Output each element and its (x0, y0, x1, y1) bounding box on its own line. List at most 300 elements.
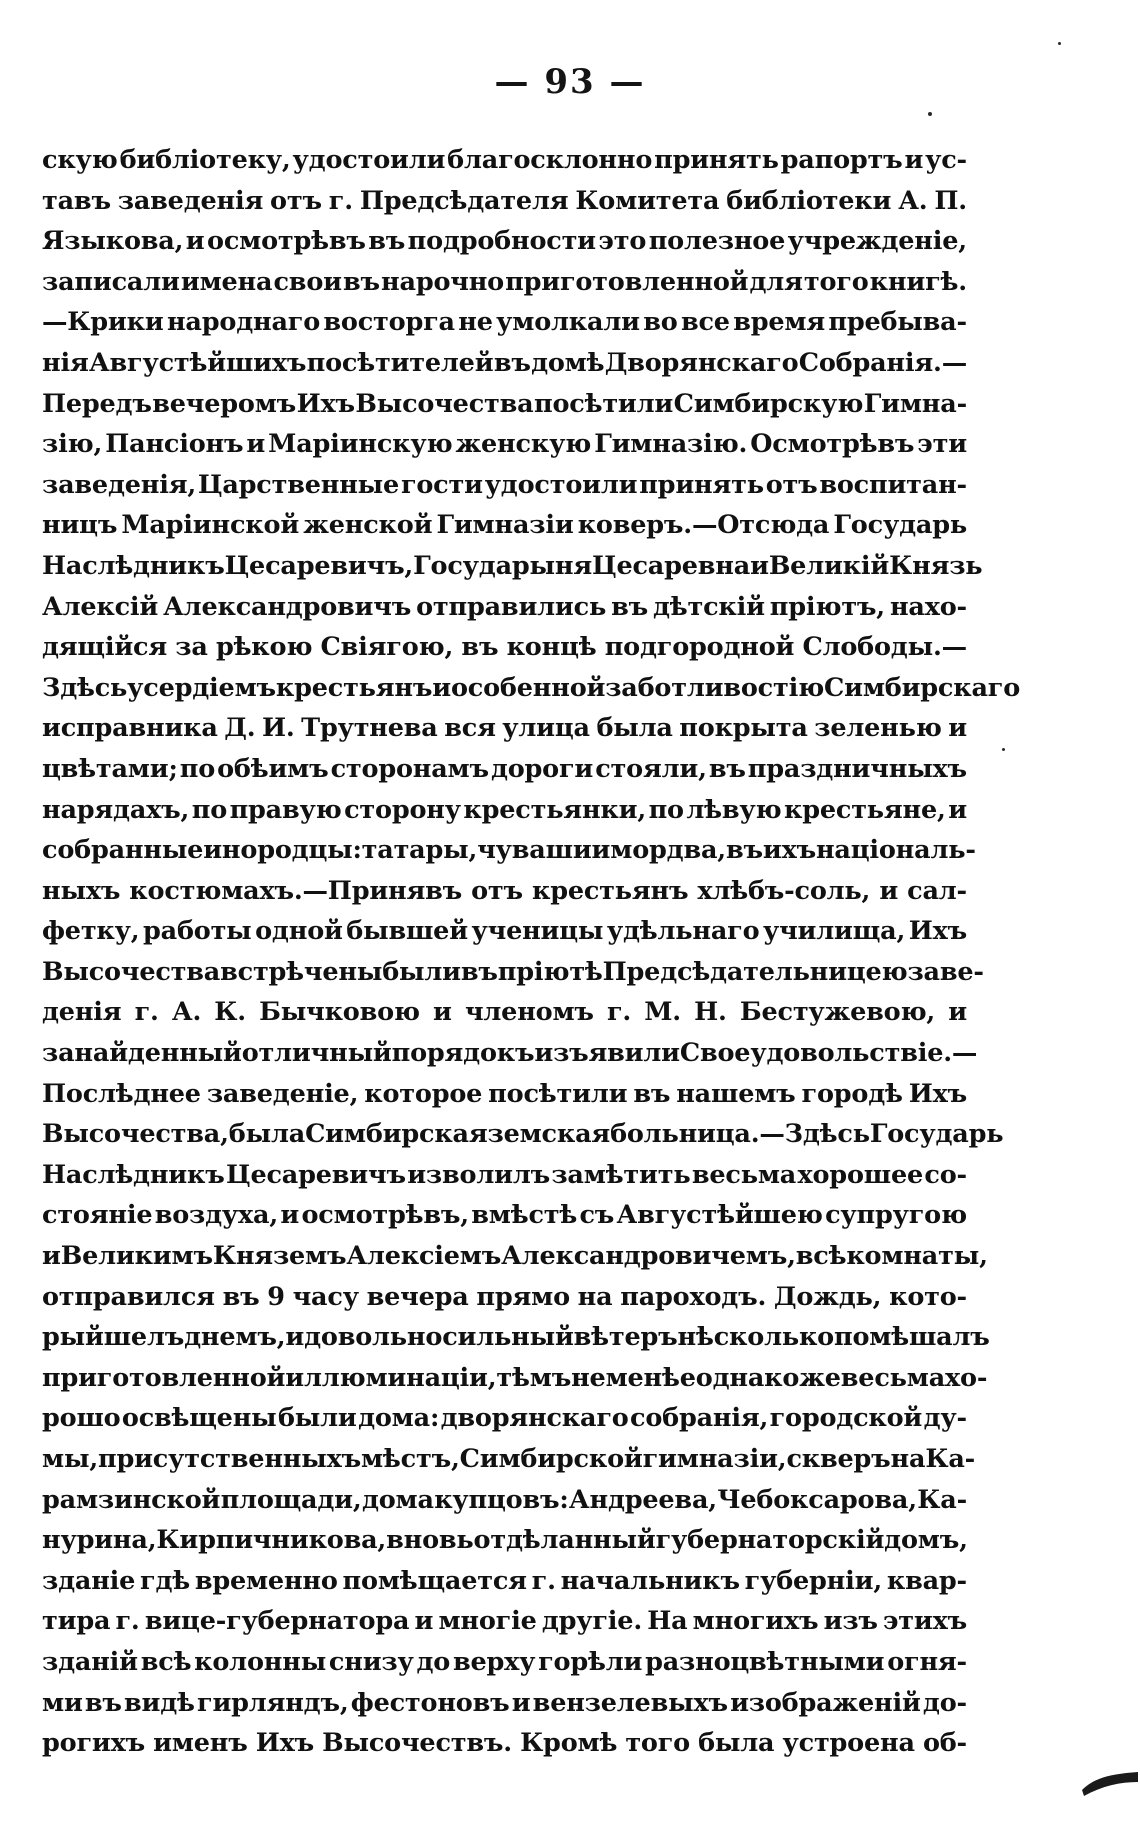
word: зданіе (42, 1565, 136, 1596)
word: и (904, 145, 924, 175)
word: Гимна- (863, 388, 967, 419)
word: дѣтскій (652, 591, 765, 622)
text-line (42, 1601, 967, 1642)
word: все (680, 307, 730, 338)
word: вся (444, 713, 496, 744)
text-line (42, 1033, 978, 1074)
word: М. (644, 997, 681, 1028)
word: инородцы: (203, 835, 362, 866)
word: коверъ.—Отсюда (577, 510, 830, 541)
word: одной (255, 916, 343, 947)
word: для (749, 266, 803, 297)
word: Высочествъ. (322, 1728, 512, 1759)
word: ихъ (762, 835, 816, 866)
word: библіотеки (726, 185, 892, 216)
word: зданій (42, 1646, 138, 1677)
text-line (42, 587, 967, 628)
word: Цесаревичъ (226, 1159, 406, 1190)
word: Ка- (925, 1444, 976, 1474)
word: г. (134, 997, 159, 1028)
word: изъявили (534, 1038, 680, 1069)
word: въ (461, 632, 499, 663)
word: того (625, 1728, 690, 1759)
word: членомъ (464, 997, 594, 1028)
word: Ка- (917, 1484, 967, 1515)
word: крестьяне, (784, 794, 946, 825)
word: по (191, 794, 228, 825)
word: покрыта (679, 713, 808, 744)
word: сильный (442, 1322, 574, 1353)
word: снизу (328, 1646, 414, 1677)
word: многіе (438, 1606, 537, 1637)
word: нарочно (381, 266, 504, 297)
word: гости (400, 469, 483, 500)
text-line (42, 262, 967, 303)
word: земская (487, 1119, 611, 1150)
word: Предсѣдательницею (602, 956, 908, 987)
word: изволилъ (407, 1159, 550, 1190)
word: и (433, 997, 452, 1028)
word: и (591, 835, 611, 866)
word: въ (725, 835, 763, 866)
word: устроена (782, 1728, 915, 1759)
word: фетку, (42, 916, 140, 947)
word: Высочества (355, 388, 534, 419)
text-line (42, 1398, 967, 1439)
word: пребыва- (828, 307, 967, 338)
word: ду- (923, 1403, 967, 1434)
word: другіе. (541, 1606, 642, 1637)
word: крестьянъ (275, 672, 433, 703)
word: усердіемъ (127, 672, 276, 703)
word: рогихъ (42, 1728, 145, 1759)
word: костюмахъ.—Принявъ (129, 875, 463, 906)
word: хлѣбъ-соль, (697, 875, 871, 906)
word: того (803, 266, 869, 297)
word: именъ (153, 1728, 248, 1759)
word: и (948, 713, 967, 744)
word: площади, (220, 1484, 362, 1515)
word: восторга (323, 307, 455, 338)
word: Ихъ (296, 388, 355, 419)
word: была (698, 1728, 775, 1759)
word: Чебоксарова, (717, 1484, 917, 1515)
word: нѣсколько (677, 1322, 834, 1353)
word: часу (292, 1281, 359, 1312)
word: встрѣчены (220, 956, 383, 987)
word: рѣкою (215, 632, 313, 663)
word: были (382, 956, 461, 987)
word: начальникъ (560, 1565, 740, 1596)
word: и (948, 794, 967, 825)
word: была (596, 713, 673, 744)
word: хо- (945, 1362, 988, 1393)
word: Симбирской (459, 1444, 643, 1474)
word: Симбирская (305, 1119, 488, 1150)
word: присутственныхъ (98, 1444, 361, 1474)
word: отъ (765, 469, 818, 500)
word: записали (42, 266, 180, 297)
word: заведенія, (42, 469, 197, 500)
word: Княземъ (212, 1241, 347, 1272)
text-line (42, 221, 967, 262)
word: рый (42, 1322, 104, 1353)
word: это (598, 226, 647, 257)
word: помѣшалъ (834, 1322, 990, 1353)
word: удостоили (484, 469, 638, 500)
word: изъ (823, 1606, 878, 1637)
word: мордва, (610, 835, 726, 866)
word: фестоновъ (350, 1687, 510, 1718)
word: и (414, 1606, 434, 1637)
word: А. (171, 997, 202, 1028)
word: лѣвую (686, 794, 782, 825)
word: 9 (267, 1281, 285, 1312)
word: осмотрѣвъ (207, 226, 366, 257)
word: пріютѣ (497, 956, 603, 987)
word: въ (633, 1078, 671, 1109)
word: Послѣднее (42, 1078, 201, 1109)
word: заве- (907, 956, 984, 987)
word: зеленью (814, 713, 942, 744)
word: Высочества, (42, 1119, 229, 1150)
text-line (42, 1520, 967, 1561)
word: денія (42, 997, 122, 1028)
word: училища, (762, 916, 906, 947)
word: колонны (194, 1646, 327, 1677)
word: дороги (490, 753, 594, 784)
text-line (42, 1561, 967, 1602)
word: въ (84, 1687, 122, 1718)
word: —Крики (42, 307, 164, 338)
word: об- (922, 1728, 967, 1759)
word: библіотеку, (119, 145, 291, 175)
word: гдѣ (140, 1565, 190, 1596)
word: Августѣйшихъ (88, 347, 307, 378)
text-line (42, 424, 967, 465)
word: прямо (476, 1281, 570, 1312)
word: концѣ (506, 632, 597, 663)
word: Кирпичникова, (156, 1525, 387, 1556)
word: Осмотрѣвъ (750, 429, 915, 460)
word: ницъ (42, 510, 118, 541)
word: въ (493, 347, 531, 378)
word: Н. (694, 997, 727, 1028)
text-line (42, 708, 967, 749)
word: приготовленной (42, 1362, 286, 1393)
word: Бычковою (259, 997, 420, 1028)
word: въ (460, 956, 498, 987)
text-line (42, 1074, 967, 1115)
word: домъ, (884, 1525, 968, 1556)
word: приготовленной (505, 266, 749, 297)
word: Пансіонъ (105, 429, 244, 460)
text-line (42, 911, 967, 952)
word: тавъ (42, 185, 111, 216)
word: учрежденіе, (787, 226, 967, 257)
word: Александровичъ (163, 591, 412, 622)
word: и (280, 1200, 300, 1231)
word: П. (934, 185, 967, 216)
word: сал- (907, 875, 967, 906)
text-line (42, 749, 967, 790)
word: губерніи, (744, 1565, 883, 1596)
text-line (42, 668, 1021, 709)
word: принять (639, 469, 764, 500)
word: по (648, 794, 684, 825)
text-line (42, 1317, 990, 1358)
word: отъ (270, 185, 322, 216)
word: ми (42, 1687, 83, 1718)
text-line (42, 1683, 967, 1724)
word: А. (898, 185, 928, 216)
word: отъ (471, 875, 523, 906)
word: вечера (366, 1281, 469, 1312)
word: посѣтителей (306, 347, 494, 378)
word: принять (654, 145, 779, 175)
word: Августѣйшею (616, 1200, 823, 1231)
word: Государь (869, 1119, 1004, 1150)
word: Ихъ (908, 1078, 967, 1109)
word: пароходъ. (620, 1281, 767, 1312)
text-line (42, 1358, 988, 1399)
word: за (42, 1038, 75, 1069)
word: тѣмъ (496, 1362, 572, 1393)
text-line (42, 546, 983, 587)
word: особенной (450, 672, 606, 703)
word: Высочества (42, 956, 221, 987)
word: днемъ, (184, 1322, 286, 1353)
word: стояли, (595, 753, 707, 784)
word: многихъ (692, 1606, 819, 1637)
word: подробности (407, 226, 596, 257)
word: и (432, 672, 451, 703)
word: подгородной (604, 632, 795, 663)
word: нурина, (42, 1525, 157, 1556)
word: освѣщены (121, 1403, 277, 1434)
word: мы, (42, 1444, 98, 1474)
word: Трутнева (301, 713, 438, 744)
word: заботливостію (605, 672, 825, 703)
word: скверъ (786, 1444, 891, 1474)
word: видѣ (124, 1687, 195, 1718)
word: крестьянъ (531, 875, 689, 906)
word: бывшей (346, 916, 468, 947)
ink-speck (1002, 748, 1005, 751)
text-line (42, 343, 967, 384)
word: Гимназію. (594, 429, 748, 460)
word: весьма (840, 1362, 946, 1393)
word: Кромѣ (520, 1728, 618, 1759)
word: удовольствіе.— (750, 1038, 978, 1069)
word: вѣтеръ (573, 1322, 678, 1353)
word: посѣтили (488, 1078, 628, 1109)
word: Здѣсь (42, 672, 128, 703)
word: со- (924, 1159, 967, 1190)
word: вмѣстѣ (471, 1200, 578, 1231)
text-line (42, 1480, 967, 1521)
word: Царственные (197, 469, 400, 500)
word: Д. (224, 713, 256, 744)
word: отдѣланный (473, 1525, 656, 1556)
word: г. (328, 185, 353, 216)
word: квар- (886, 1565, 967, 1596)
word: ученицы (471, 916, 604, 947)
word: И. (262, 713, 295, 744)
word: довольно (304, 1322, 443, 1353)
word: разноцвѣтными (645, 1646, 885, 1677)
word: нахо- (889, 591, 967, 622)
word: Языкова, (42, 226, 184, 257)
word: вензелевыхъ (532, 1687, 728, 1718)
word: цвѣтами; (42, 753, 178, 784)
word: съ (579, 1200, 615, 1231)
word: Алексіемъ (346, 1241, 502, 1272)
word: скую (42, 145, 118, 175)
word: купцовъ: (434, 1484, 569, 1515)
word: дома (361, 1484, 434, 1515)
word: Ихъ (255, 1728, 314, 1759)
word: Великимъ (60, 1241, 213, 1272)
word: Симбирскаго (824, 672, 1021, 703)
word: полезное (648, 226, 786, 257)
word: въ (611, 591, 648, 622)
word: стояніе (42, 1200, 153, 1231)
word: и (879, 875, 899, 906)
word: рапортъ (780, 145, 903, 175)
word: время (733, 307, 825, 338)
word: домѣ (531, 347, 605, 378)
word: не (571, 1362, 606, 1393)
text-line (42, 140, 967, 181)
word: порядокъ (391, 1038, 535, 1069)
word: и (511, 1687, 531, 1718)
word: Дворянскаго (604, 347, 799, 378)
word: всѣ (140, 1646, 192, 1677)
word: имена (180, 266, 273, 297)
word: по (179, 753, 216, 784)
word: городской (769, 1403, 923, 1434)
text-line (42, 1114, 1004, 1155)
word: были (277, 1403, 357, 1434)
word: отличный (241, 1038, 392, 1069)
word: правую (229, 794, 342, 825)
word: эти (917, 429, 967, 460)
word: Дождь, (773, 1281, 882, 1312)
text-line (42, 1439, 976, 1480)
word: Свое (679, 1038, 751, 1069)
word: заведенія (117, 185, 264, 216)
word: улица (502, 713, 590, 744)
word: изображеній (730, 1687, 921, 1718)
word: горѣли (538, 1646, 643, 1677)
word: народнаго (166, 307, 321, 338)
text-line (42, 384, 967, 425)
word: пріютъ, (769, 591, 885, 622)
word: сторону (344, 794, 461, 825)
text-line (42, 1723, 967, 1764)
word: чуваши (477, 835, 592, 866)
ink-speck (928, 112, 932, 116)
word: однакоже (695, 1362, 841, 1393)
text-line (42, 992, 967, 1033)
word: Андреева, (568, 1484, 717, 1515)
word: на (890, 1444, 926, 1474)
word: иллюминаціи, (285, 1362, 497, 1393)
word: которое (364, 1078, 483, 1109)
word: гимназіи, (642, 1444, 787, 1474)
word: и (285, 1322, 305, 1353)
word: отправился (42, 1281, 215, 1312)
word: собранные (42, 835, 204, 866)
word: татары, (361, 835, 478, 866)
word: огня- (887, 1646, 967, 1677)
word: національ- (815, 835, 976, 866)
scan-margin-mark (1080, 1760, 1140, 1800)
word: верху (452, 1646, 536, 1677)
word: менѣе (605, 1362, 696, 1393)
word: Великій (768, 550, 890, 581)
word: рамзинской (42, 1484, 221, 1515)
word: работы (143, 916, 252, 947)
word: умолкали (496, 307, 640, 338)
word: всѣ (795, 1241, 847, 1272)
word: временно (194, 1565, 338, 1596)
word: комнаты, (846, 1241, 988, 1272)
word: дворянскаго (440, 1403, 629, 1434)
word: во (643, 307, 678, 338)
word: въ (222, 1281, 260, 1312)
word: обѣимъ (217, 753, 329, 784)
text-line (42, 302, 967, 343)
text-line (42, 505, 967, 546)
word: Государь (833, 510, 967, 541)
word: хорошее (797, 1159, 924, 1190)
word: кото- (889, 1281, 967, 1312)
word: нарядахъ, (42, 794, 190, 825)
word: собранія, (630, 1403, 769, 1434)
word: сторонамъ (330, 753, 489, 784)
word: свои (273, 266, 342, 297)
word: тира (42, 1606, 111, 1637)
word: вице-губернатора (144, 1606, 410, 1637)
word: К. (214, 997, 246, 1028)
word: воздуха, (154, 1200, 279, 1231)
text-line (42, 1642, 967, 1683)
text-line (42, 465, 967, 506)
word: мѣстъ, (360, 1444, 460, 1474)
word: заведеніе, (206, 1078, 359, 1109)
word: Маріинскую (268, 429, 453, 460)
word: весьма (691, 1159, 797, 1190)
word: Бестужевою, (739, 997, 936, 1028)
word: вечеромъ (152, 388, 297, 419)
word: губернаторскій (655, 1525, 885, 1556)
word: вновь (386, 1525, 474, 1556)
word: Собранія.— (798, 347, 967, 378)
word: Государыня (413, 550, 593, 581)
word: супругою (825, 1200, 967, 1231)
word: въ (368, 226, 406, 257)
word: и (246, 429, 266, 460)
text-line (42, 1195, 967, 1236)
word: рошо (42, 1403, 121, 1434)
word: и (185, 226, 205, 257)
word: удѣльнаго (606, 916, 760, 947)
word: гирляндъ, (197, 1687, 349, 1718)
word: до (416, 1646, 451, 1677)
word: была (228, 1119, 306, 1150)
